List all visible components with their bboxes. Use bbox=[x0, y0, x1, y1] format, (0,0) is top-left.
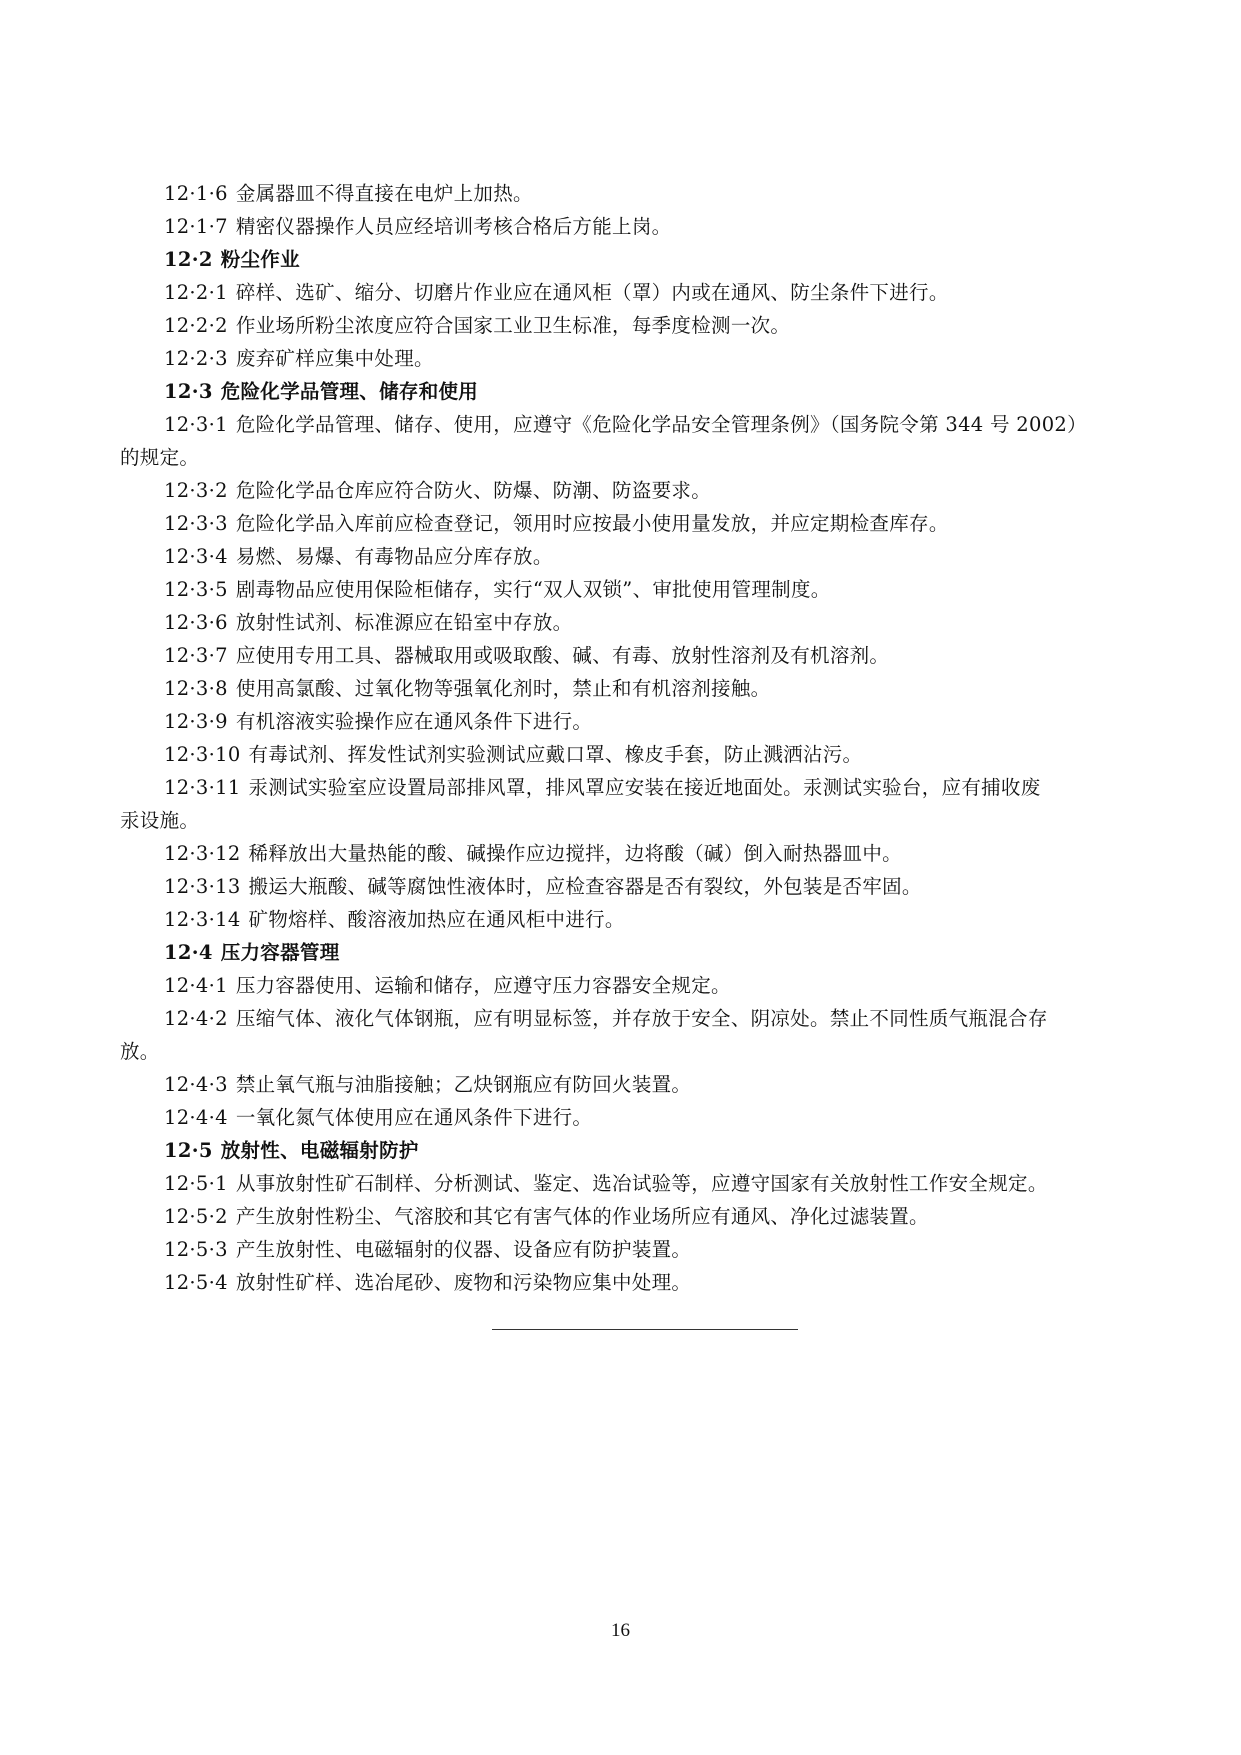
clause-12-3-1-continuation: 的规定。 bbox=[120, 446, 200, 469]
clause-12-3-8: 12·3·8 使用高氯酸、过氧化物等强氧化剂时，禁止和有机溶剂接触。 bbox=[164, 677, 771, 700]
clause-12-3-6: 12·3·6 放射性试剂、标准源应在铅室中存放。 bbox=[164, 611, 573, 634]
clause-12-5-1: 12·5·1 从事放射性矿石制样、分析测试、鉴定、选冶试验等，应遵守国家有关放射性工作安全规定。 bbox=[164, 1172, 1048, 1195]
clause-12-3-11: 12·3·11 汞测试实验室应设置局部排风罩，排风罩应安装在接近地面处。汞测试实验台，应有捕收废 bbox=[164, 776, 1041, 799]
section-heading-12-3: 12·3 危险化学品管理、储存和使用 bbox=[164, 380, 479, 403]
section-heading-12-5: 12·5 放射性、电磁辐射防护 bbox=[164, 1139, 419, 1162]
clause-12-3-9: 12·3·9 有机溶液实验操作应在通风条件下进行。 bbox=[164, 710, 593, 733]
clause-12-4-4: 12·4·4 一氧化氮气体使用应在通风条件下进行。 bbox=[164, 1106, 593, 1129]
section-heading-12-2: 12·2 粉尘作业 bbox=[164, 248, 300, 271]
clause-12-2-1: 12·2·1 碎样、选矿、缩分、切磨片作业应在通风柜（罩）内或在通风、防尘条件下进行。 bbox=[164, 281, 949, 304]
clause-12-2-3: 12·2·3 废弃矿样应集中处理。 bbox=[164, 347, 434, 370]
clause-12-2-2: 12·2·2 作业场所粉尘浓度应符合国家工业卫生标准，每季度检测一次。 bbox=[164, 314, 791, 337]
clause-12-3-7: 12·3·7 应使用专用工具、器械取用或吸取酸、碱、有毒、放射性溶剂及有机溶剂。 bbox=[164, 644, 890, 667]
end-rule bbox=[492, 1329, 798, 1330]
clause-12-3-11-continuation: 汞设施。 bbox=[120, 809, 200, 832]
page-number: 16 bbox=[611, 1620, 630, 1641]
clause-12-5-4: 12·5·4 放射性矿样、选冶尾砂、废物和污染物应集中处理。 bbox=[164, 1271, 692, 1294]
clause-12-1-7: 12·1·7 精密仪器操作人员应经培训考核合格后方能上岗。 bbox=[164, 215, 672, 238]
clause-12-4-3: 12·4·3 禁止氧气瓶与油脂接触；乙炔钢瓶应有防回火装置。 bbox=[164, 1073, 692, 1096]
clause-12-3-10: 12·3·10 有毒试剂、挥发性试剂实验测试应戴口罩、橡皮手套，防止溅洒沾污。 bbox=[164, 743, 863, 766]
clause-12-1-6: 12·1·6 金属器皿不得直接在电炉上加热。 bbox=[164, 182, 533, 205]
clause-12-4-1: 12·4·1 压力容器使用、运输和储存，应遵守压力容器安全规定。 bbox=[164, 974, 731, 997]
clause-12-5-3: 12·5·3 产生放射性、电磁辐射的仪器、设备应有防护装置。 bbox=[164, 1238, 692, 1261]
section-heading-12-4: 12·4 压力容器管理 bbox=[164, 941, 340, 964]
clause-12-3-3: 12·3·3 危险化学品入库前应检查登记，领用时应按最小使用量发放，并应定期检查库存。 bbox=[164, 512, 949, 535]
clause-12-3-12: 12·3·12 稀释放出大量热能的酸、碱操作应边搅拌，边将酸（碱）倒入耐热器皿中。 bbox=[164, 842, 902, 865]
clause-12-3-13: 12·3·13 搬运大瓶酸、碱等腐蚀性液体时，应检查容器是否有裂纹，外包装是否牢固。 bbox=[164, 875, 922, 898]
clause-12-4-2: 12·4·2 压缩气体、液化气体钢瓶，应有明显标签，并存放于安全、阴凉处。禁止不同性质气瓶混合存 bbox=[164, 1007, 1048, 1030]
clause-12-3-2: 12·3·2 危险化学品仓库应符合防火、防爆、防潮、防盗要求。 bbox=[164, 479, 712, 502]
clause-12-5-2: 12·5·2 产生放射性粉尘、气溶胶和其它有害气体的作业场所应有通风、净化过滤装置。 bbox=[164, 1205, 929, 1228]
clause-12-4-2-continuation: 放。 bbox=[120, 1040, 160, 1063]
clause-12-3-14: 12·3·14 矿物熔样、酸溶液加热应在通风柜中进行。 bbox=[164, 908, 625, 931]
clause-12-3-5: 12·3·5 剧毒物品应使用保险柜储存，实行“双人双锁”、审批使用管理制度。 bbox=[164, 578, 831, 601]
clause-12-3-4: 12·3·4 易燃、易爆、有毒物品应分库存放。 bbox=[164, 545, 553, 568]
clause-12-3-1: 12·3·1 危险化学品管理、储存、使用，应遵守《危险化学品安全管理条例》（国务院令第 344 号 2002） bbox=[164, 413, 1087, 436]
